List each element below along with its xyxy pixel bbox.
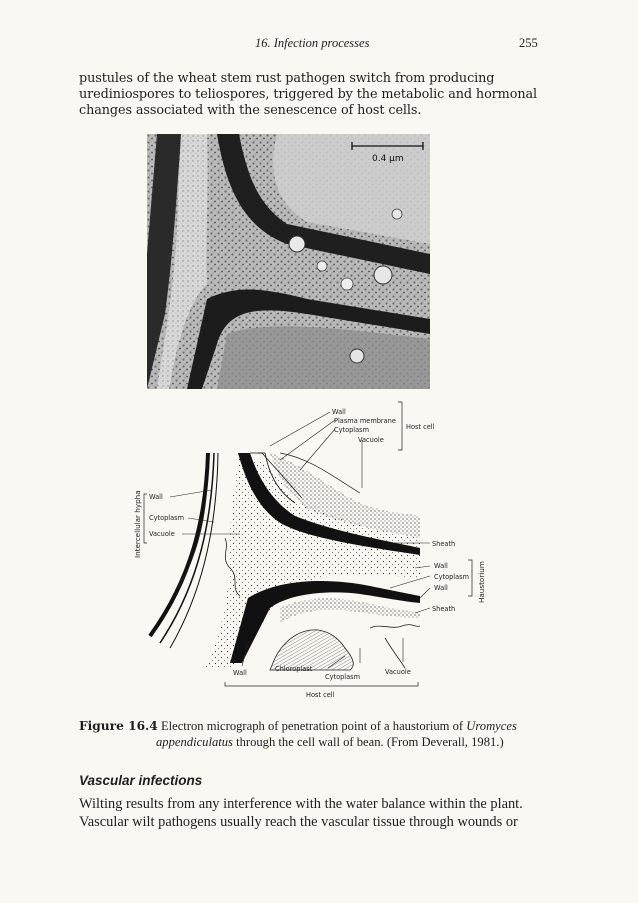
intro-paragraph: pustules of the wheat stem rust pathogen switch from producing urediniospores to teliospores, triggered by the metabolic and hormonal changes associated with the senescence of host cells. bbox=[79, 71, 537, 118]
label-chloroplast: Chloroplast bbox=[275, 665, 313, 673]
running-header-chapter: 16. Infection processes bbox=[255, 36, 370, 50]
label-hypha-vacuole: Vacuole bbox=[149, 530, 175, 538]
section-paragraph: Wilting results from any interference with the water balance within the plant. Vascular wilt pathogens usually reach the vascular tissue through wounds or bbox=[79, 796, 523, 830]
label-hypha-wall: Wall bbox=[149, 493, 163, 501]
label-wall-top: Wall bbox=[332, 408, 346, 416]
label-sheath-lower: Sheath bbox=[432, 605, 456, 613]
haustorium-diagram bbox=[130, 398, 490, 703]
electron-micrograph bbox=[147, 134, 430, 389]
caption-text-2: through the cell wall of bean. (From Deverall, 1981.) bbox=[232, 734, 504, 749]
caption-species-2: appendiculatus bbox=[156, 734, 233, 749]
label-host-cell-top: Host cell bbox=[406, 423, 435, 431]
label-intercellular-hypha: Intercellular hypha bbox=[133, 490, 142, 558]
label-haustorium: Haustorium bbox=[477, 561, 486, 603]
label-host-cell-bottom: Host cell bbox=[306, 691, 335, 699]
label-haustorium-wall-upper: Wall bbox=[434, 562, 448, 570]
label-hypha-cytoplasm: Cytoplasm bbox=[149, 514, 185, 522]
label-haustorium-cytoplasm: Cytoplasm bbox=[434, 573, 470, 581]
caption-label: Figure 16.4 bbox=[79, 719, 158, 733]
label-sheath-upper: Sheath bbox=[432, 540, 456, 548]
page-number: 255 bbox=[519, 36, 538, 50]
section-heading: Vascular infections bbox=[79, 773, 203, 788]
label-cytoplasm-top: Cytoplasm bbox=[334, 426, 370, 434]
label-wall-bottom: Wall bbox=[233, 669, 247, 677]
label-vacuole-top: Vacuole bbox=[358, 436, 384, 444]
label-vacuole-bottom: Vacuole bbox=[385, 668, 411, 676]
caption-text-1: Electron micrograph of penetration point of a haustorium of bbox=[160, 719, 467, 733]
label-plasma-membrane: Plasma membrane bbox=[334, 417, 396, 425]
caption-species-1: Uromyces bbox=[466, 719, 517, 733]
label-cytoplasm-bottom: Cytoplasm bbox=[325, 673, 361, 681]
scale-bar-label: 0.4 µm bbox=[372, 154, 404, 164]
figure-caption bbox=[79, 719, 559, 750]
label-haustorium-wall-lower: Wall bbox=[434, 584, 448, 592]
